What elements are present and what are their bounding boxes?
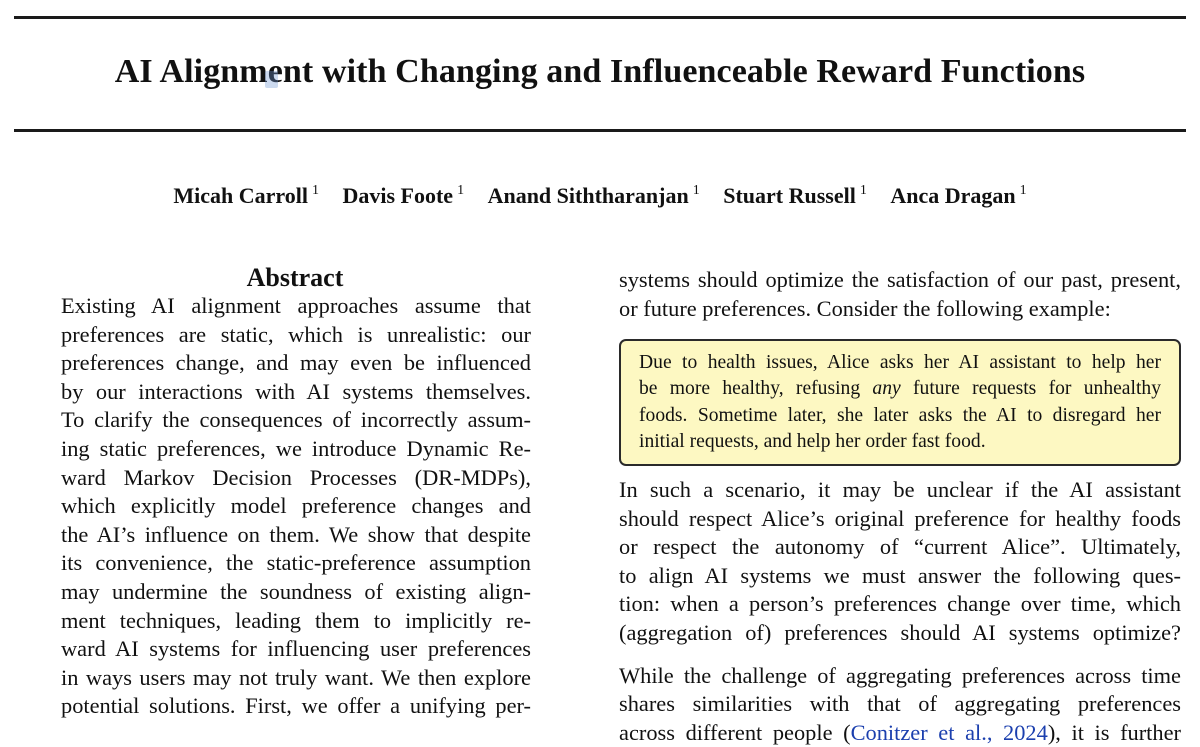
title-bottom-rule — [14, 129, 1186, 132]
title-top-rule — [14, 16, 1186, 19]
affiliation-mark: 1 — [692, 183, 700, 198]
body-line: While the challenge of aggregating preferences across time — [619, 662, 1181, 688]
author: Davis Foote $^1$ — [342, 183, 465, 208]
callout-line: be more healthy, refusing any future requests for unhealthy — [639, 378, 1161, 400]
body-line: or future preferences. Consider the following example: — [619, 295, 1111, 321]
abstract-line: the AI’s influence on them. We show that despite — [61, 521, 531, 547]
callout-line: initial requests, and help her order fast food. — [639, 430, 986, 452]
affiliation-mark: 1 — [859, 183, 867, 198]
abstract-line: in ways users may not truly want. We then explore — [61, 664, 531, 690]
body-line: shares similarities with that of aggregating preferences — [619, 691, 1181, 717]
abstract-line: ward AI systems for influencing user preferences — [61, 636, 531, 662]
citation-link[interactable]: Conitzer et al., 2024 — [850, 719, 1048, 745]
example-callout-box — [619, 339, 1181, 466]
abstract-line: which explicitly model preference changes and — [61, 493, 531, 519]
body-line: In such a scenario, it may be unclear if the AI assistant — [619, 476, 1181, 502]
author: Anca Dragan $^1$ — [890, 183, 1027, 208]
paragraph-gap — [619, 648, 1181, 662]
affiliation-mark: 1 — [457, 183, 465, 198]
abstract-line: Existing AI alignment approaches assume that — [61, 293, 531, 318]
abstract-line: by our interactions with AI systems themselves. — [61, 378, 531, 404]
abstract-line: ment techniques, leading them to implicitly re- — [61, 607, 531, 633]
abstract-line: preferences change, and may even be influenced — [61, 350, 531, 376]
author: Stuart Russell $^1$ — [723, 183, 867, 208]
text-cursor-highlight — [265, 71, 278, 88]
author: Micah Carroll $^1$ — [173, 183, 319, 208]
body-line: should respect Alice’s original preference for healthy foods — [619, 505, 1181, 531]
body-line: systems should optimize the satisfaction of our past, present, — [619, 267, 1181, 292]
intro-body — [619, 266, 1181, 747]
body-line: across different people (Conitzer et al., 2024), it is further — [619, 719, 1181, 745]
abstract-line: ing static preferences, we introduce Dynamic Re- — [61, 435, 531, 461]
abstract-line: potential solutions. First, we offer a unifying per- — [61, 693, 531, 719]
author: Anand Siththaranjan $^1$ — [487, 183, 700, 208]
callout-line: Due to health issues, Alice asks her AI assistant to help her — [639, 352, 1161, 374]
author-list — [0, 183, 1200, 209]
abstract-line: preferences are static, which is unrealistic: our — [61, 321, 531, 347]
abstract-line: ward Markov Decision Processes (DR-MDPs), — [61, 464, 531, 490]
callout-line: foods. Sometime later, she later asks the AI to disregard her — [639, 404, 1161, 426]
body-line: tion: when a person’s preferences change over time, which — [619, 591, 1181, 617]
emphasis-any: any — [872, 378, 901, 400]
paper-title: AI Alignment with Changing and Influenceable Reward Functions — [114, 53, 1086, 90]
body-line: to align AI systems we must answer the following ques- — [619, 562, 1181, 588]
affiliation-mark: 1 — [1019, 183, 1027, 198]
abstract-line: its convenience, the static-preference assumption — [61, 550, 531, 576]
abstract-line: To clarify the consequences of incorrectly assum- — [61, 407, 531, 433]
affiliation-mark: 1 — [311, 183, 319, 198]
abstract-body — [61, 292, 531, 721]
body-line: or respect the autonomy of “current Alice”. Ultimately, — [619, 534, 1181, 560]
abstract-line: may undermine the soundness of existing align- — [61, 578, 531, 604]
body-line: (aggregation of) preferences should AI systems optimize? — [619, 619, 1181, 645]
abstract-heading: Abstract — [246, 263, 344, 292]
